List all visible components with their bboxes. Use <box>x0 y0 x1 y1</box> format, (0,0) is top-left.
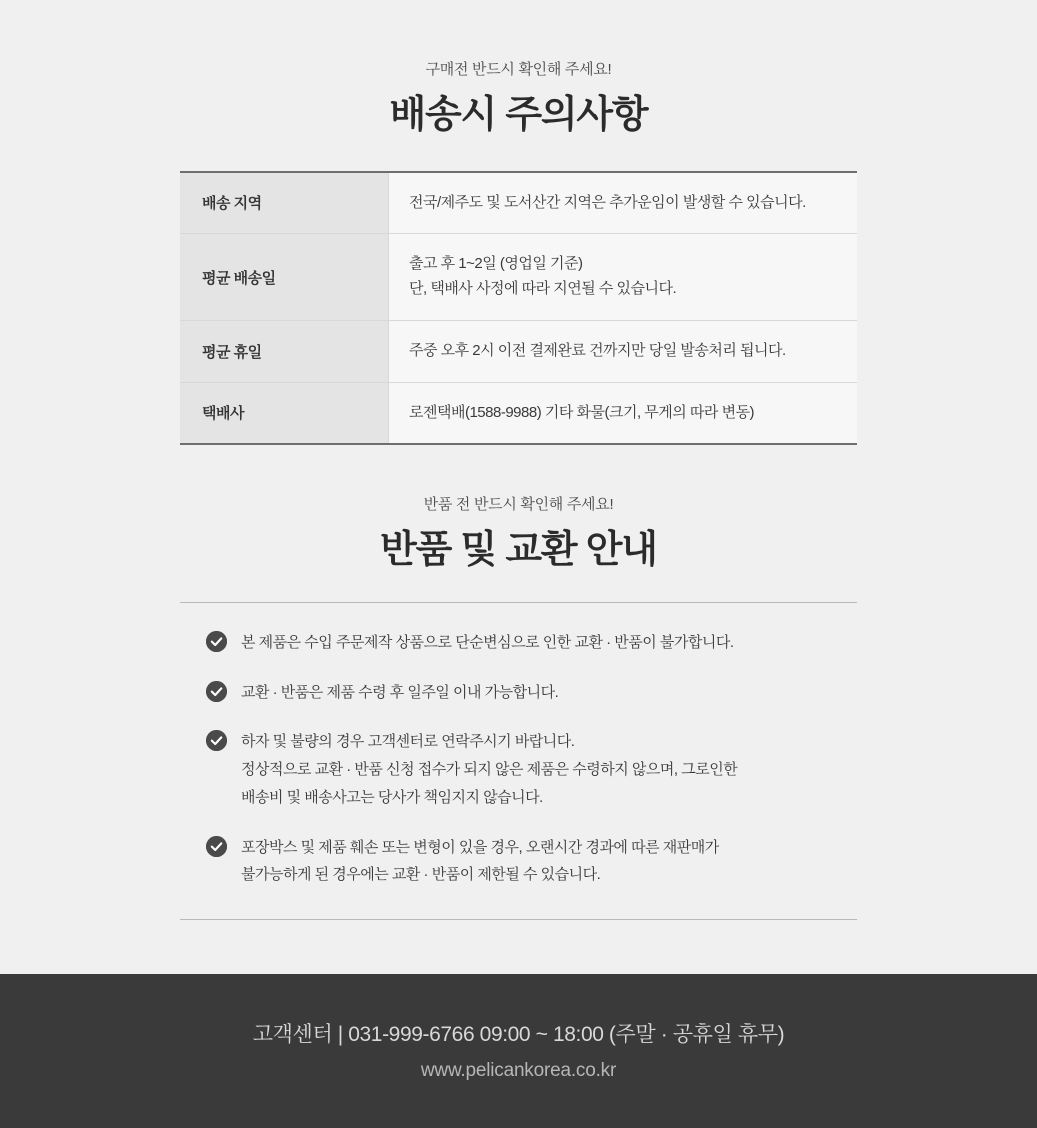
list-item-text <box>241 629 734 657</box>
note-line: 본 제품은 수입 주문제작 상품으로 단순변심으로 인한 교환 · 반품이 불가합니다. <box>241 633 734 651</box>
note-line: 정상적으로 교환 · 반품 신청 접수가 되지 않은 제품은 수령하지 않으며, 그로인한 <box>241 761 738 779</box>
shipping-subtitle: 구매전 반드시 확인해 주세요! <box>425 61 612 78</box>
returns-title: 반품 및 교환 안내 <box>380 529 657 572</box>
list-item-text <box>241 728 737 811</box>
note-line: 배송비 및 배송사고는 당사가 책임지지 않습니다. <box>241 788 543 806</box>
note-line: 불가능하게 된 경우에는 교환 · 반품이 제한될 수 있습니다. <box>241 866 601 884</box>
table-cell-line: 전국/제주도 및 도서산간 지역은 추가운임이 발생할 수 있습니다. <box>409 193 806 211</box>
table-row-value <box>389 320 858 382</box>
shipping-section-header <box>90 0 947 139</box>
note-line: 교환 · 반품은 제품 수령 후 일주일 이내 가능합니다. <box>241 683 559 701</box>
table-row-value <box>389 234 858 321</box>
table-row <box>180 234 857 321</box>
table-cell-line: 단, 택배사 사정에 따라 지연될 수 있습니다. <box>409 280 677 298</box>
table-row-label: 평균 배송일 <box>180 234 389 321</box>
table-row-label: 택배사 <box>180 382 389 444</box>
table-row-value <box>389 172 858 234</box>
list-item <box>180 728 857 811</box>
check-circle-icon <box>206 681 227 702</box>
check-circle-icon <box>206 730 227 751</box>
table-row <box>180 172 857 234</box>
check-circle-icon <box>206 631 227 652</box>
returns-subtitle: 반품 전 반드시 확인해 주세요! <box>423 496 614 514</box>
shipping-title: 배송시 주의사항 <box>389 94 648 136</box>
table-row <box>180 382 857 444</box>
table-row-value <box>389 382 858 444</box>
shipping-info-table <box>180 171 857 446</box>
list-item <box>180 834 857 890</box>
footer-website[interactable]: www.pelicankorea.co.kr <box>420 1060 617 1082</box>
table-cell-line: 출고 후 1~2일 (영업일 기준) <box>409 255 583 273</box>
returns-notes-list <box>180 602 857 920</box>
bottom-spacer <box>90 920 947 974</box>
note-line: 하자 및 불량의 경우 고객센터로 연락주시기 바랍니다. <box>241 733 575 751</box>
table-row-label: 평균 휴일 <box>180 320 389 382</box>
table-row-label: 배송 지역 <box>180 172 389 234</box>
check-circle-icon <box>206 836 227 857</box>
footer-contact: 고객센터 | 031-999-6766 09:00 ~ 18:00 (주말 · 공휴일 휴무) <box>252 1023 785 1047</box>
note-line: 포장박스 및 제품 훼손 또는 변형이 있을 경우, 오랜시간 경과에 따른 재판매가 <box>241 838 719 856</box>
returns-section-header <box>90 445 947 574</box>
table-cell-line: 로젠택배(1588-9988) 기타 화물(크기, 무게의 따라 변동) <box>409 403 755 421</box>
table-row <box>180 320 857 382</box>
list-item-text <box>241 679 558 707</box>
list-item-text <box>241 834 719 890</box>
table-cell-line: 주중 오후 2시 이전 결제완료 건까지만 당일 발송처리 됩니다. <box>409 341 786 359</box>
list-item <box>180 629 857 657</box>
page-footer <box>0 974 1037 1128</box>
list-item <box>180 679 857 707</box>
